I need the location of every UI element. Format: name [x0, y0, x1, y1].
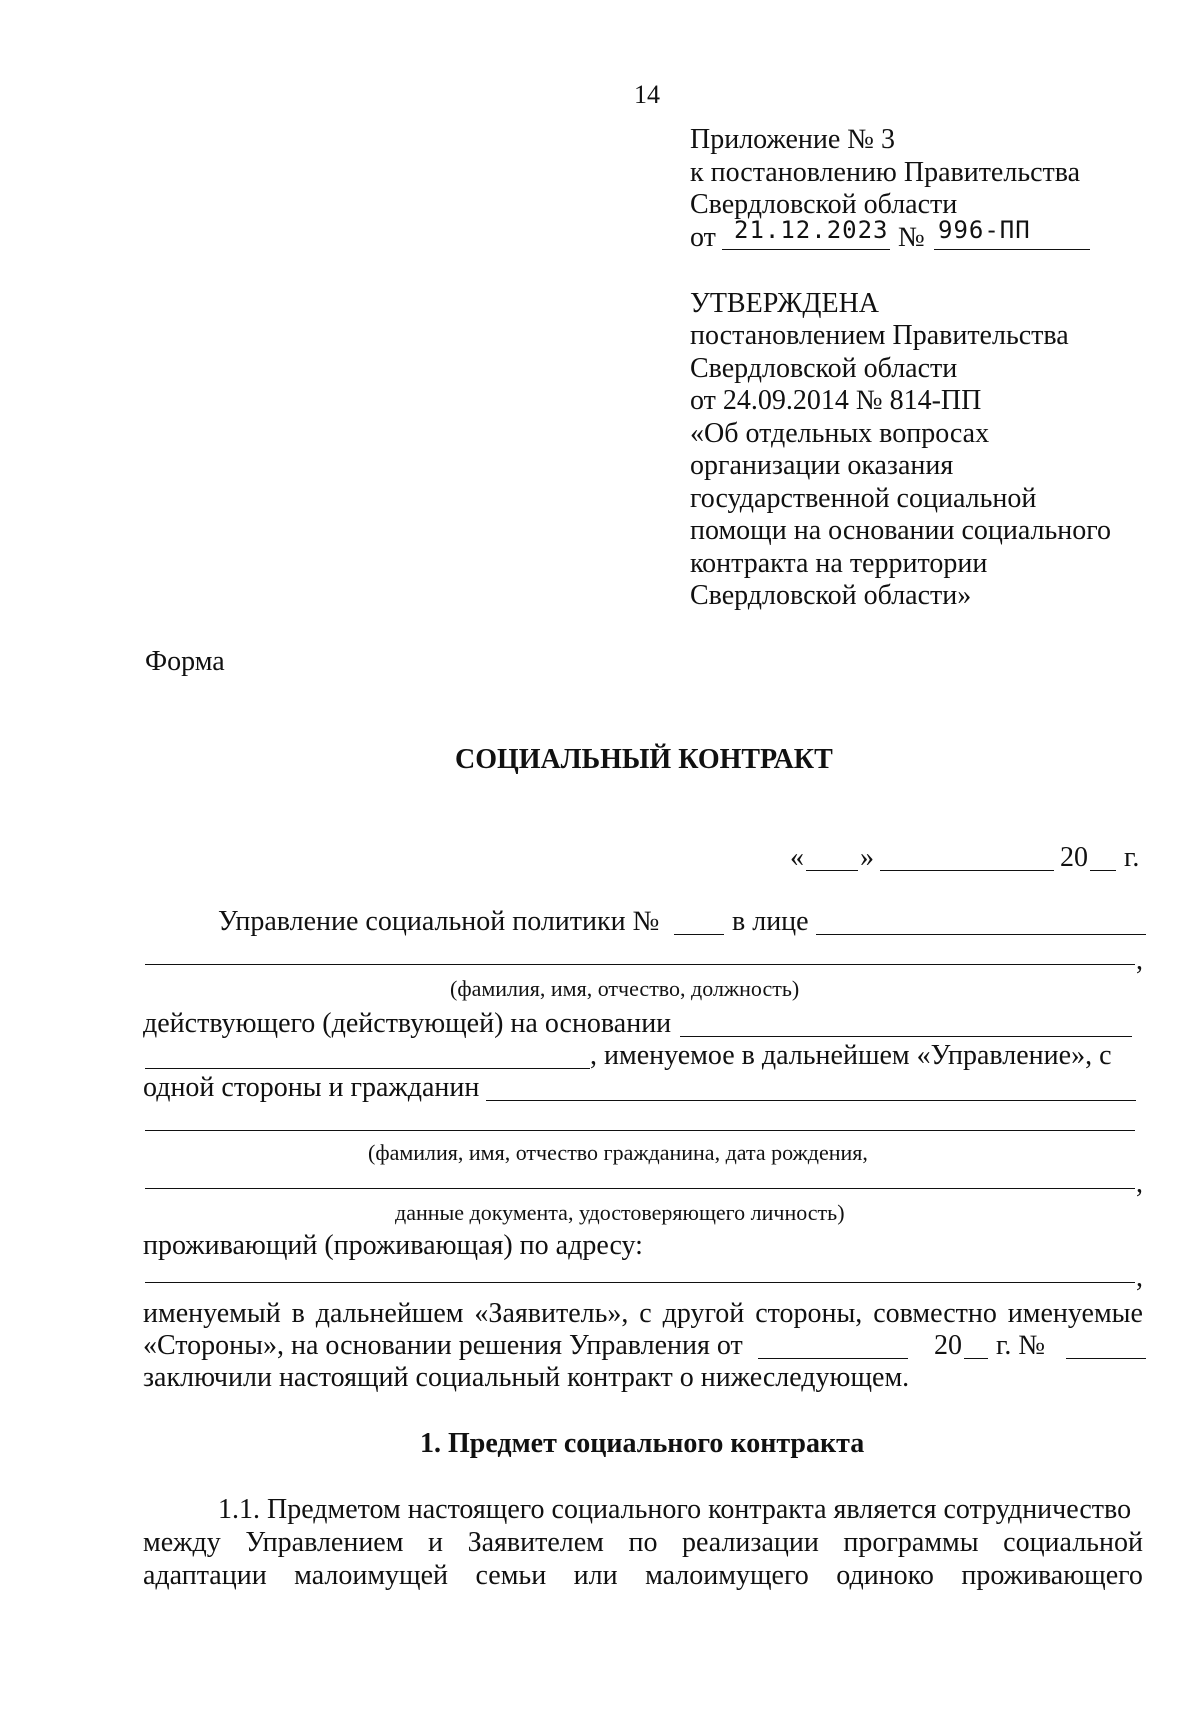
word: «Заявитель»,	[474, 1298, 629, 1329]
caption-identity-document: данные документа, удостоверяющего личность)	[395, 1200, 845, 1225]
document-title: СОЦИАЛЬНЫЙ КОНТРАКТ	[455, 744, 833, 775]
word: дальнейшем	[315, 1298, 464, 1329]
admin-number-blank	[674, 934, 724, 935]
citizen-blank	[486, 1100, 1136, 1101]
word: программы	[843, 1527, 979, 1558]
representative-blank	[816, 934, 1146, 935]
word: одиноко	[836, 1560, 934, 1591]
acting-basis-blank	[680, 1036, 1132, 1037]
word: или	[573, 1560, 618, 1591]
word: реализации	[682, 1527, 819, 1558]
decision-year-prefix: 20	[934, 1330, 962, 1361]
word: малоимущего	[645, 1560, 809, 1591]
section-paragraph-line	[143, 1527, 1143, 1559]
body-line-represented-by: в лице	[732, 906, 809, 937]
section-heading: 1. Предмет социального контракта	[420, 1428, 865, 1459]
citizen-continuation-blank	[145, 1130, 1135, 1131]
appendix-date: 21.12.2023	[734, 216, 889, 244]
approved-line: контракта на территории	[690, 547, 988, 579]
appendix-number-underline	[934, 249, 1090, 250]
word: семьи	[475, 1560, 547, 1591]
word: в	[291, 1298, 305, 1329]
word: по	[628, 1527, 658, 1558]
word: и	[428, 1527, 444, 1558]
approved-line: организации оказания	[690, 450, 954, 481]
date-year-prefix: 20	[1060, 842, 1088, 873]
appendix-number: 996-ПП	[938, 216, 1031, 244]
word: именуемый	[143, 1298, 281, 1329]
date-open-quote: «	[790, 842, 804, 873]
basis-continuation-blank	[145, 1068, 590, 1069]
approved-line: государственной социальной	[690, 482, 1037, 514]
word: проживающего	[961, 1560, 1143, 1591]
decision-number-blank	[1066, 1358, 1146, 1359]
body-line-administration: Управление социальной политики №	[218, 906, 660, 937]
caption-representative: (фамилия, имя, отчество, должность)	[450, 976, 800, 1001]
word: совместно	[873, 1298, 997, 1329]
appendix-line: Приложение № 3	[690, 124, 895, 155]
page-number: 14	[634, 80, 660, 109]
word: стороны,	[755, 1298, 863, 1329]
word: между	[143, 1527, 221, 1558]
approved-line: «Об отдельных вопросах	[690, 417, 990, 449]
decision-number-label: г. №	[996, 1330, 1046, 1361]
word: Управлением	[245, 1527, 404, 1558]
date-day-blank	[806, 870, 858, 871]
body-line-residing: проживающий (проживающая) по адресу:	[143, 1230, 643, 1261]
word: другой	[662, 1298, 745, 1329]
word: Заявителем	[467, 1527, 604, 1558]
comma: ,	[1136, 1168, 1143, 1199]
word: с	[639, 1298, 652, 1329]
body-line-acting-basis: действующего (действующей) на основании	[143, 1008, 672, 1039]
decision-date-blank	[758, 1358, 908, 1359]
approved-line: постановлением Правительства	[690, 320, 1069, 351]
appendix-date-underline	[722, 249, 890, 250]
section-paragraph-line: 1.1. Предметом настоящего социального контракта является сотрудничество	[218, 1494, 1132, 1525]
word: именуемые	[1007, 1298, 1143, 1329]
approved-line: от 24.09.2014 № 814-ПП	[690, 385, 982, 416]
date-month-blank	[880, 870, 1054, 871]
representative-name-blank	[145, 964, 1135, 965]
caption-citizen: (фамилия, имя, отчество гражданина, дата рождения,	[368, 1140, 868, 1165]
appendix-line: к постановлению Правительства	[690, 156, 1081, 188]
word: адаптации	[143, 1560, 267, 1591]
citizen-data-blank	[145, 1188, 1135, 1189]
approved-line: Свердловской области»	[690, 580, 972, 611]
approved-block	[690, 320, 1111, 613]
comma: ,	[1136, 1262, 1143, 1293]
body-line-concluded: заключили настоящий социальный контракт о нижеследующем.	[143, 1362, 910, 1393]
approved-title: УТВЕРЖДЕНА	[690, 288, 880, 319]
body-line-applicant	[143, 1298, 1143, 1330]
section-paragraph-line	[143, 1560, 1143, 1592]
appendix-block	[690, 124, 1080, 222]
word: социальной	[1003, 1527, 1143, 1558]
comma: ,	[1136, 945, 1143, 976]
appendix-from-label: от	[690, 222, 716, 253]
appendix-number-label: №	[898, 222, 925, 253]
date-year-blank	[1090, 870, 1116, 871]
body-line-citizen: одной стороны и гражданин	[143, 1072, 480, 1103]
address-blank	[145, 1282, 1135, 1283]
approved-line: помощи на основании социального	[690, 515, 1112, 546]
date-year-suffix: г.	[1124, 842, 1140, 873]
decision-year-blank	[964, 1358, 988, 1359]
appendix-line: Свердловской области	[690, 189, 958, 220]
date-close-quote: »	[860, 842, 874, 873]
approved-line: Свердловской области	[690, 352, 958, 384]
word: малоимущей	[294, 1560, 449, 1591]
form-label: Форма	[145, 646, 225, 677]
body-line-administration-named: , именуемое в дальнейшем «Управление», с	[590, 1040, 1112, 1071]
body-line-decision: «Стороны», на основании решения Управления от	[143, 1330, 743, 1361]
